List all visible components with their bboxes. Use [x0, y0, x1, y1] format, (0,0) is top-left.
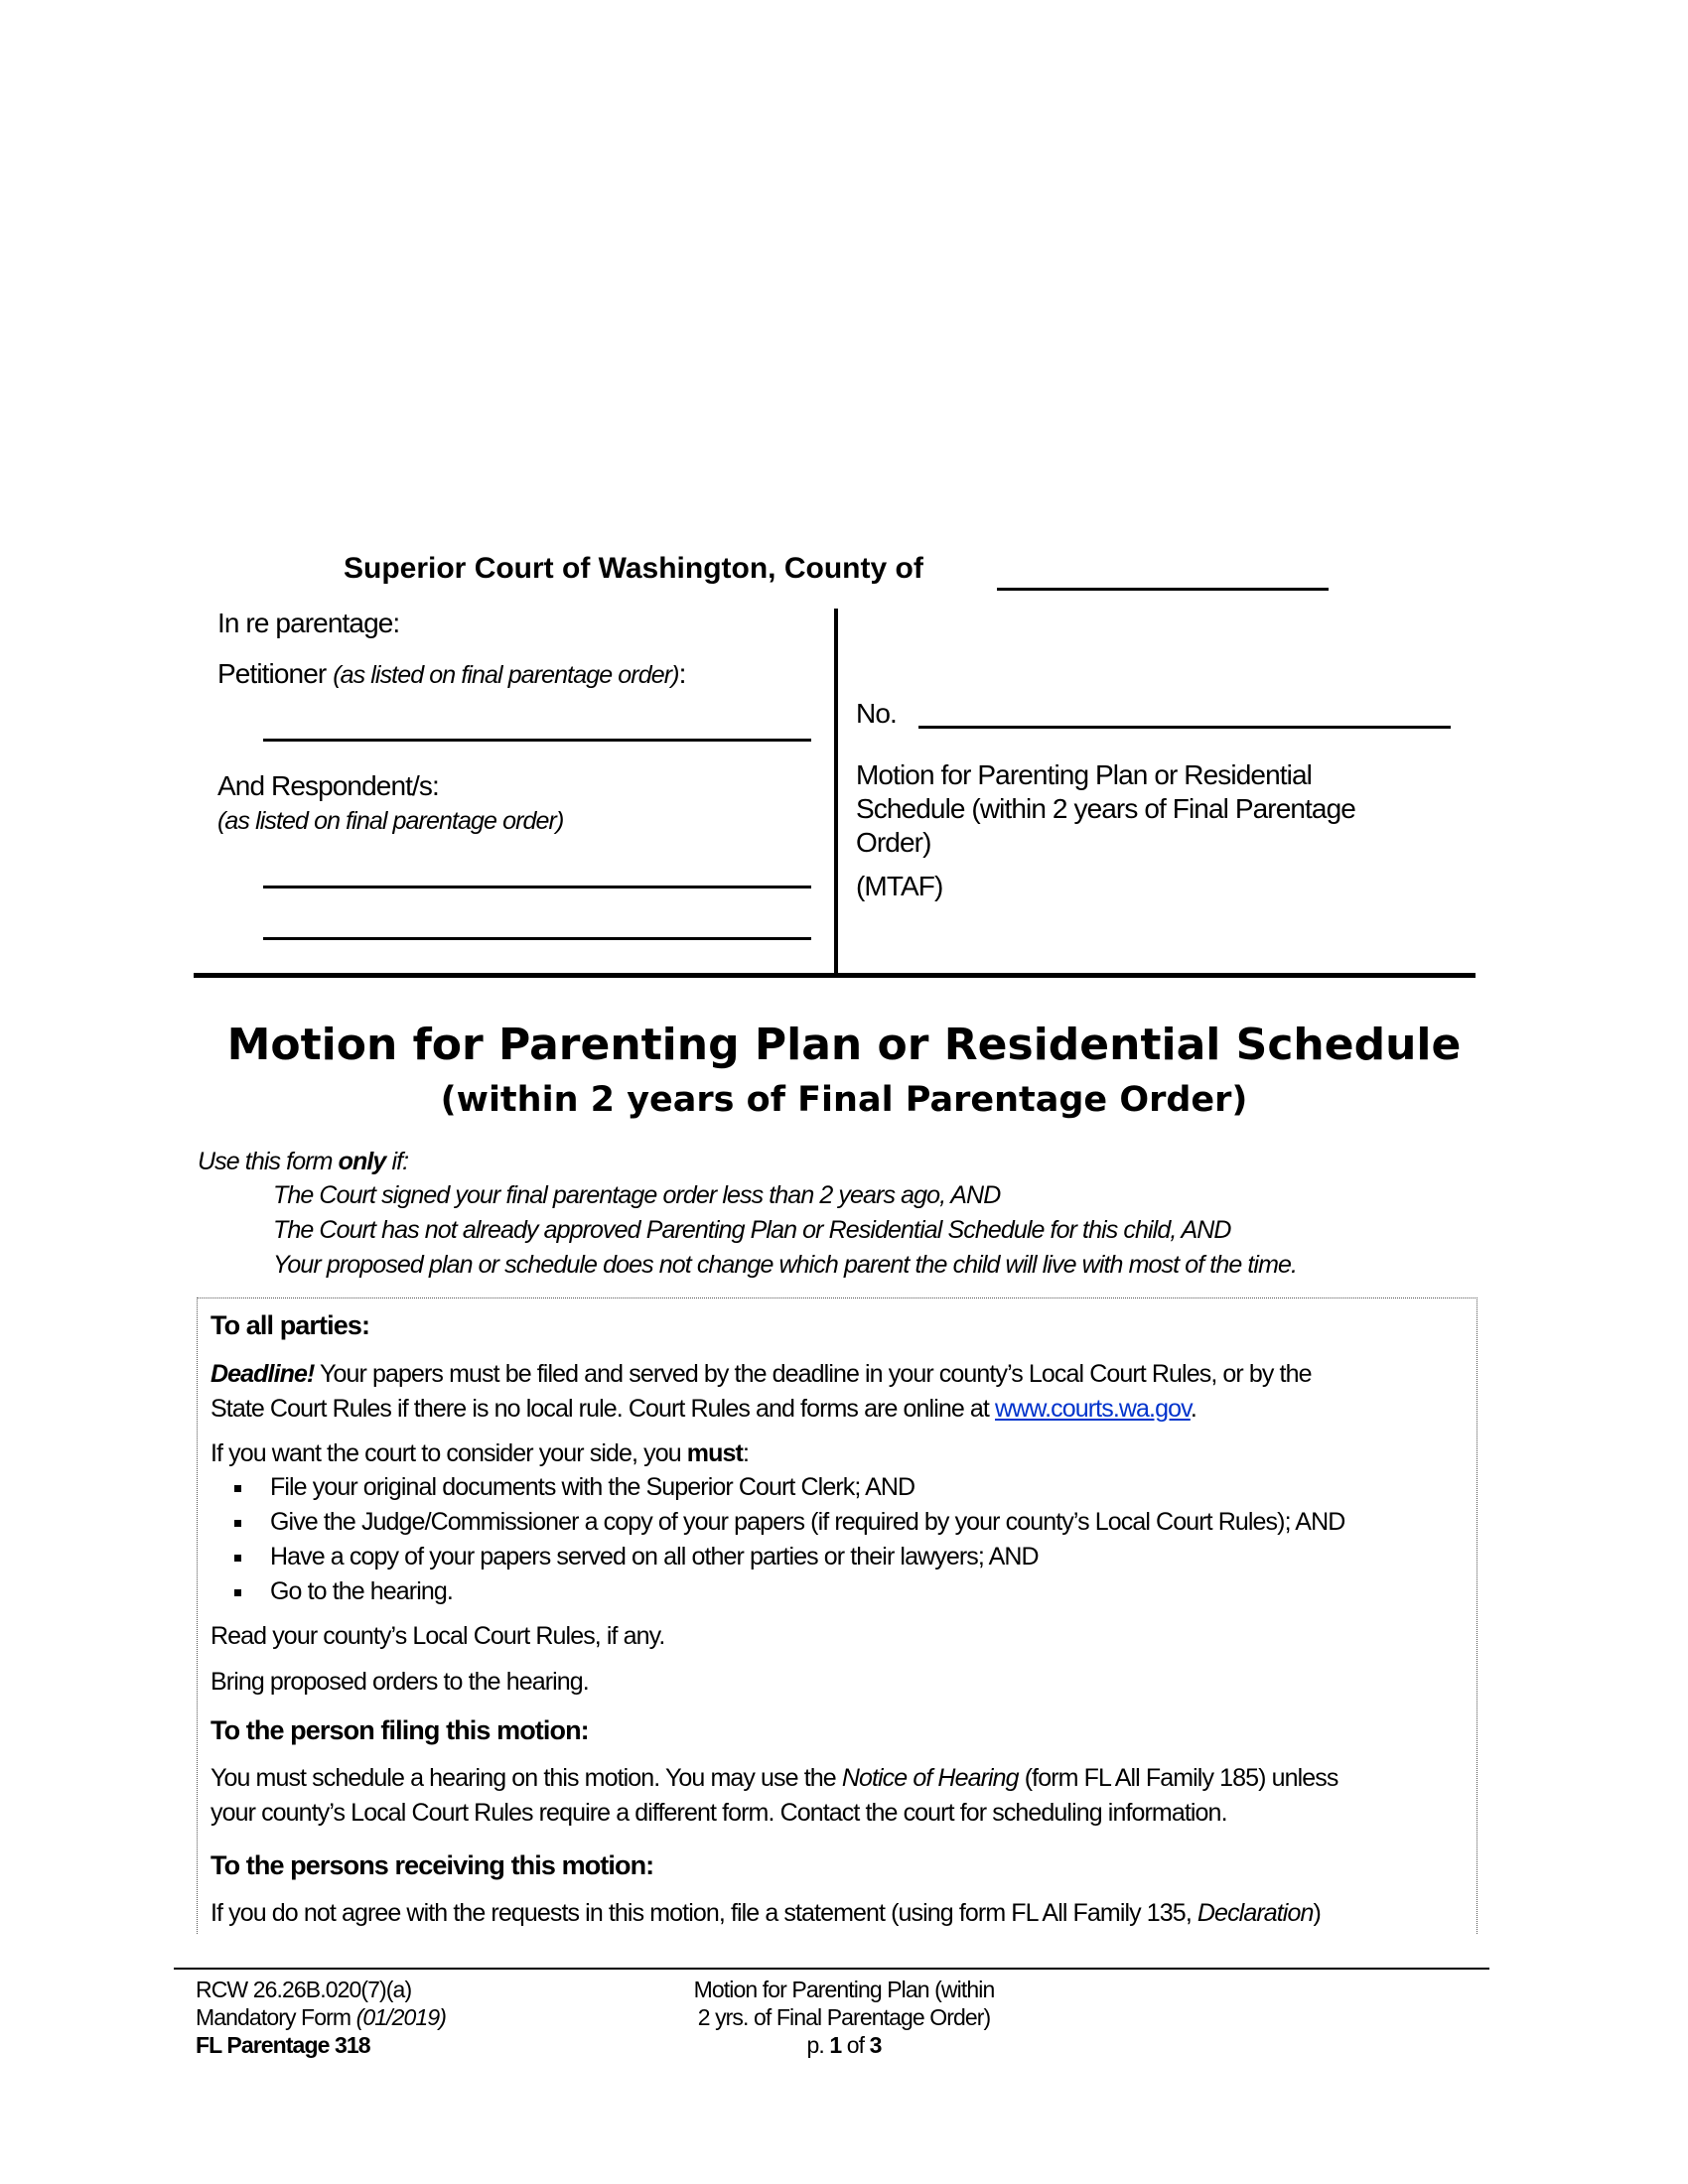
- document-title: Motion for Parenting Plan or Residential Schedule: [226, 1020, 1462, 1070]
- in-re-label: In re parentage:: [217, 608, 400, 638]
- footer-mandatory: [196, 2003, 446, 2031]
- use-form-intro: [198, 1148, 408, 1176]
- must-line: If you want the court to consider your side, you must:: [211, 1439, 749, 1467]
- receiving-heading: To the persons receiving this motion:: [211, 1850, 654, 1880]
- notice-of-hearing: Notice of Hearing: [841, 1764, 1019, 1792]
- bullet-item: Have a copy of your papers served on all other parties or their lawyers; AND: [270, 1543, 1039, 1570]
- petitioner-blank[interactable]: [263, 739, 811, 742]
- caption-doc-title: [856, 758, 1355, 860]
- footer-page: [635, 2031, 1053, 2059]
- footer-form-number: FL Parentage 318: [196, 2032, 370, 2058]
- footer-center: [635, 1976, 1053, 2059]
- filing-text: You must schedule a hearing on this motion. You may use the: [211, 1764, 842, 1792]
- receiving-text: ): [1313, 1899, 1321, 1927]
- read-rules: Read your county’s Local Court Rules, if any.: [211, 1622, 665, 1650]
- footer-date: (01/2019): [355, 2004, 446, 2030]
- bullet-item: Give the Judge/Commissioner a copy of your papers (if required by your county’s Local Court Rules); AND: [270, 1508, 1345, 1536]
- notice-box: [197, 1297, 1477, 1934]
- caption-doc-title-line: Schedule (within 2 years of Final Parentage: [856, 793, 1355, 824]
- court-heading: Superior Court of Washington, County of: [344, 552, 923, 585]
- all-parties-heading: To all parties:: [211, 1310, 370, 1340]
- deadline-text: Your papers must be filed and served by the deadline in your county’s Local Court Rules, or by the: [314, 1360, 1312, 1388]
- condition-item: The Court signed your final parentage order less than 2 years ago, AND: [273, 1181, 1001, 1209]
- page-total: 3: [869, 2032, 882, 2058]
- respondent-blank-2[interactable]: [263, 937, 811, 940]
- respondent-note: (as listed on final parentage order): [217, 807, 564, 835]
- deadline-line-2: State Court Rules if there is no local rule. Court Rules and forms are online at www.courts.wa.gov.: [211, 1395, 1196, 1423]
- filing-text: (form FL All Family 185) unless: [1018, 1764, 1338, 1792]
- filing-heading: To the person filing this motion:: [211, 1715, 589, 1745]
- condition-item: Your proposed plan or schedule does not change which parent the child will live with most of the time.: [273, 1251, 1298, 1279]
- deadline-line-1: [211, 1360, 1312, 1389]
- county-blank[interactable]: [997, 588, 1329, 591]
- caption-doc-title-line: Order): [856, 827, 931, 858]
- footer-left: [196, 1976, 446, 2059]
- petitioner-note: (as listed on final parentage order): [333, 661, 679, 689]
- page-number: 1: [829, 2032, 842, 2058]
- intro-text: if:: [385, 1148, 409, 1175]
- filing-line-2: your county’s Local Court Rules require a different form. Contact the court for scheduling information.: [211, 1799, 1227, 1827]
- caption-bottom-rule: [194, 973, 1476, 978]
- condition-item: The Court has not already approved Parenting Plan or Residential Schedule for this child, AND: [273, 1216, 1231, 1244]
- courts-link[interactable]: www.courts.wa.gov: [995, 1395, 1191, 1423]
- page-text: p.: [806, 2032, 830, 2058]
- receiving-text: If you do not agree with the requests in this motion, file a statement (using form FL All Family 135,: [211, 1899, 1197, 1927]
- case-number-blank[interactable]: [918, 726, 1451, 729]
- caption-doc-title-line: Motion for Parenting Plan or Residential: [856, 759, 1312, 790]
- case-number-label: No.: [856, 698, 897, 729]
- bullet-icon: [234, 1555, 241, 1562]
- deadline-text: State Court Rules if there is no local rule. Court Rules and forms are online at: [211, 1395, 996, 1423]
- must-text: If you want the court to consider your side, you: [211, 1439, 687, 1467]
- respondent-blank-1[interactable]: [263, 886, 811, 888]
- filing-line-1: [211, 1764, 1337, 1793]
- petitioner-text: Petitioner: [217, 658, 327, 689]
- petitioner-label: Petitioner (as listed on final parentage order):: [217, 658, 686, 689]
- declaration: Declaration: [1196, 1899, 1314, 1927]
- footer-rule: [174, 1968, 1489, 1970]
- caption-divider: [834, 609, 838, 978]
- doc-code: (MTAF): [856, 871, 943, 901]
- intro-text: Use this form: [198, 1148, 339, 1175]
- footer-mandatory-text: Mandatory Form: [196, 2004, 356, 2030]
- footer-rcw: RCW 26.26B.020(7)(a): [196, 1977, 412, 2002]
- bullet-icon: [234, 1589, 241, 1596]
- document-subtitle: (within 2 years of Final Parentage Order): [440, 1080, 1248, 1120]
- respondent-label: And Respondent/s:: [217, 770, 439, 801]
- bullet-item: File your original documents with the Superior Court Clerk; AND: [270, 1473, 915, 1501]
- bullet-icon: [234, 1485, 241, 1492]
- receiving-line: [211, 1899, 1321, 1928]
- footer-title: 2 yrs. of Final Parentage Order): [697, 2004, 991, 2030]
- bring-orders: Bring proposed orders to the hearing.: [211, 1668, 589, 1696]
- bullet-icon: [234, 1520, 241, 1527]
- intro-bold: only: [338, 1148, 386, 1175]
- page-text: of: [841, 2032, 870, 2058]
- bullet-item: Go to the hearing.: [270, 1577, 453, 1605]
- deadline-label: Deadline!: [211, 1360, 315, 1388]
- footer-title: Motion for Parenting Plan (within: [693, 1977, 995, 2002]
- must-bold: must: [686, 1439, 743, 1467]
